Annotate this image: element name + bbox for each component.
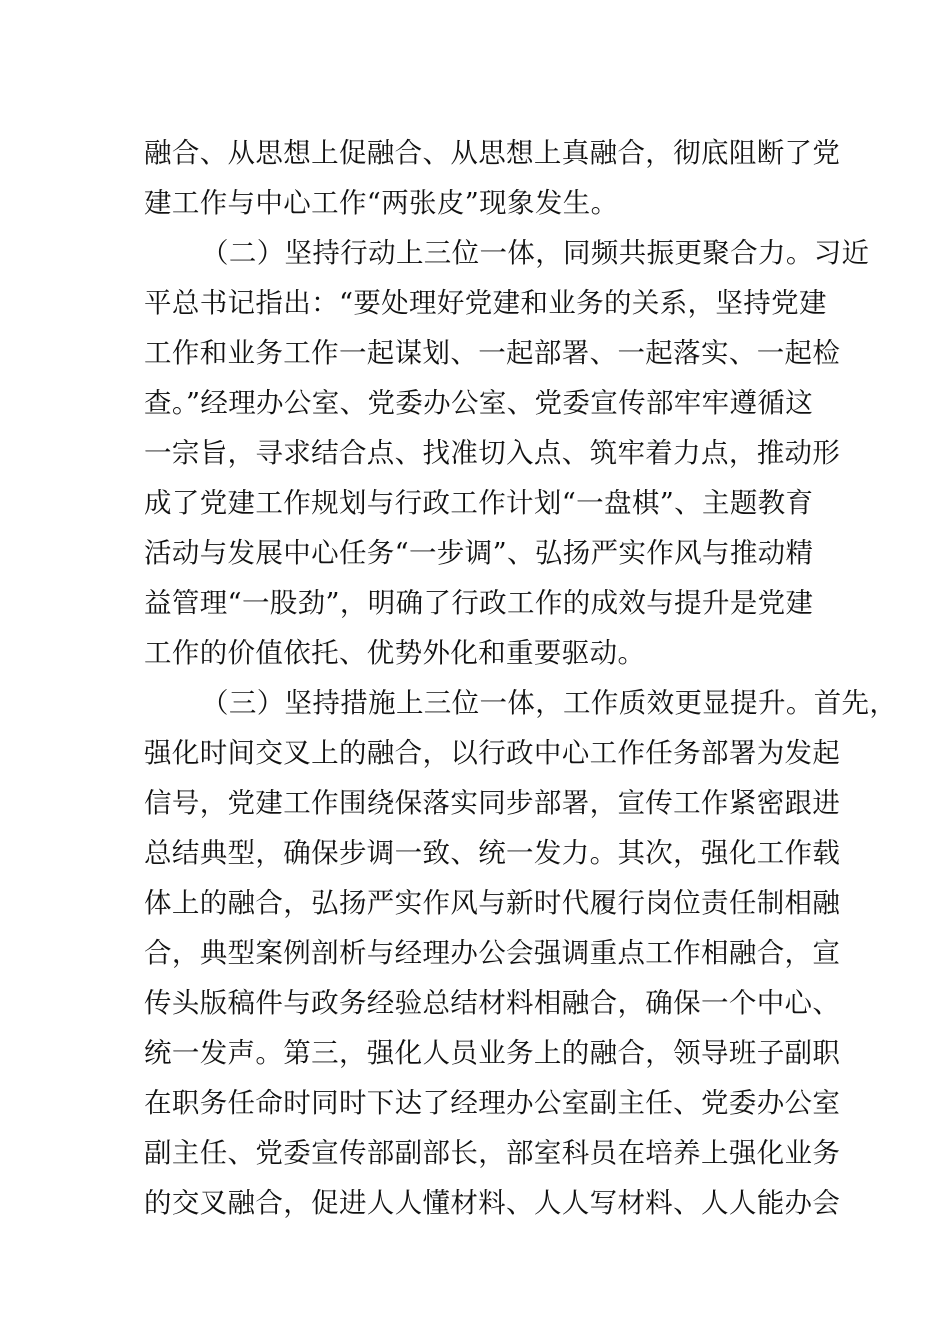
text-line: 工作和业务工作一起谋划、一起部署、一起落实、一起检 [144,337,841,369]
text-line: 平总书记指出：“要处理好党建和业务的关系，坚持党建 [144,287,827,319]
text-line: 合，典型案例剖析与经理办公会强调重点工作相融合，宣 [144,937,841,969]
text-line: 总结典型，确保步调一致、统一发力。其次，强化工作载 [144,837,841,869]
text-line: 传头版稿件与政务经验总结材料相融合，确保一个中心、 [144,987,841,1019]
text-line: 融合、从思想上促融合、从思想上真融合，彻底阻断了党 [144,137,841,169]
text-line: 活动与发展中心任务“一步调”、弘扬严实作风与推动精 [144,537,814,569]
text-line: 成了党建工作规划与行政工作计划“一盘棋”、主题教育 [144,487,814,519]
text-line: 的交叉融合，促进人人懂材料、人人写材料、人人能办会 [144,1187,841,1219]
text-line: 在职务任命时同时下达了经理办公室副主任、党委办公室 [144,1087,841,1119]
text-line: 建工作与中心工作“两张皮”现象发生。 [144,187,619,219]
paragraph-heading-3: （三）坚持措施上三位一体，工作质效更显提升。首先， [201,687,898,719]
text-line: 工作的价值依托、优势外化和重要驱动。 [144,637,646,669]
text-line: 查。”经理办公室、党委办公室、党委宣传部牢牢遵循这 [144,387,814,419]
text-line: 益管理“一股劲”，明确了行政工作的成效与提升是党建 [144,587,814,619]
text-line: 体上的融合，弘扬严实作风与新时代履行岗位责任制相融 [144,887,841,919]
text-line: 副主任、党委宣传部副部长，部室科员在培养上强化业务 [144,1137,841,1169]
paragraph-heading-2: （二）坚持行动上三位一体，同频共振更聚合力。习近 [201,237,870,269]
text-line: 强化时间交叉上的融合，以行政中心工作任务部署为发起 [144,737,841,769]
text-line: 信号，党建工作围绕保落实同步部署，宣传工作紧密跟进 [144,787,841,819]
text-line: 一宗旨，寻求结合点、找准切入点、筑牢着力点，推动形 [144,437,841,469]
text-line: 统一发声。第三，强化人员业务上的融合，领导班子副职 [144,1037,841,1069]
